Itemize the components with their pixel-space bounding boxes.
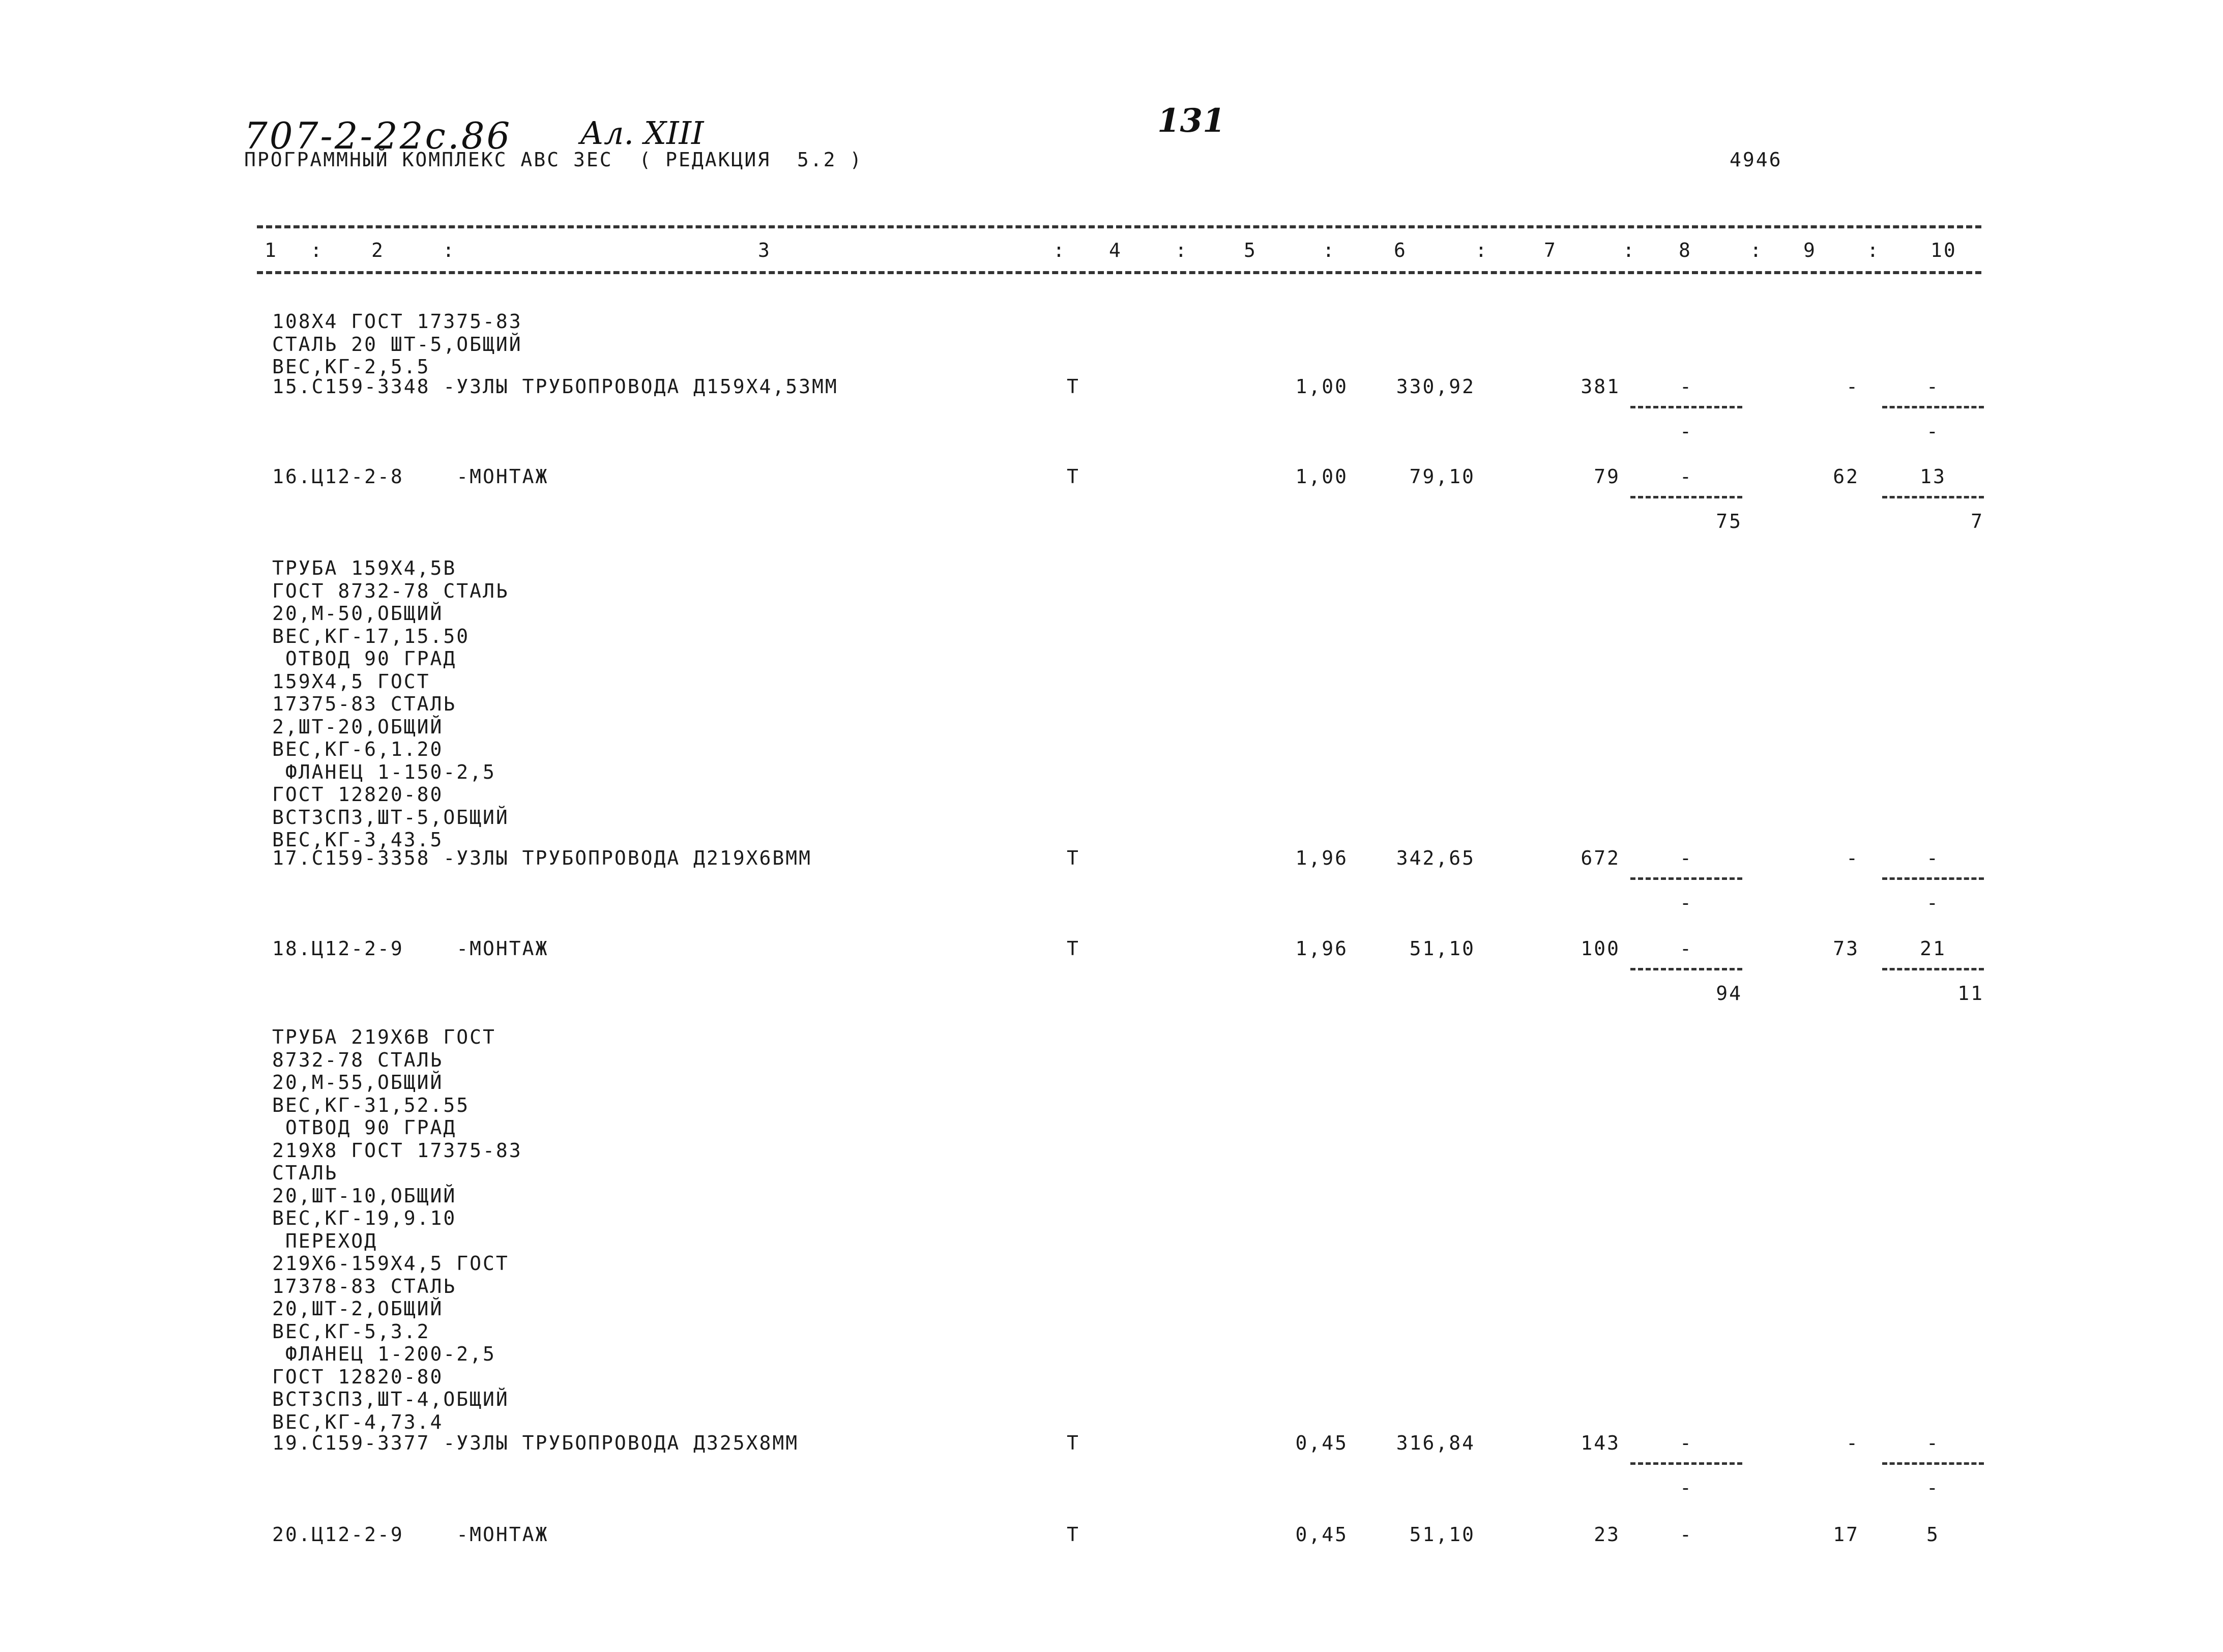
column-header-8: 8 xyxy=(1679,239,1692,261)
price-cell: 316,84 xyxy=(1396,1432,1475,1454)
description-line: ВЕС,КГ-2,5.5 xyxy=(272,356,430,378)
description-line: ТРУБА 159Х4,5В xyxy=(272,557,457,579)
c10-numerator: 13 xyxy=(1920,465,1946,488)
description-line: 17375-83 СТАЛЬ xyxy=(272,693,457,715)
c10-denominator: 11 xyxy=(1957,982,1984,1005)
quantity-cell: 1,00 xyxy=(1295,465,1348,488)
column-separator: : xyxy=(1867,239,1880,261)
column-9-cell: - xyxy=(1846,375,1859,398)
description-line: 8732-78 СТАЛЬ xyxy=(272,1048,444,1071)
price-cell: 342,65 xyxy=(1396,847,1475,869)
column-header-5: 5 xyxy=(1244,239,1257,261)
column-header-10: 10 xyxy=(1930,239,1957,261)
quantity-cell: 1,00 xyxy=(1295,375,1348,398)
c10-denominator: - xyxy=(1926,1477,1940,1499)
description-line: 159Х4,5 ГОСТ xyxy=(272,670,430,693)
description-line: СТАЛЬ xyxy=(272,1162,338,1184)
item-description xyxy=(272,310,522,378)
description-line: 20,М-50,ОБЩИЙ xyxy=(272,602,444,625)
document-code: 707-2-22с.86 xyxy=(244,114,512,157)
description-line: ВЕС,КГ-4,73.4 xyxy=(272,1410,444,1433)
c10-fraction-line xyxy=(1882,877,1984,880)
c10-denominator: 7 xyxy=(1971,510,1984,533)
c8-numerator: - xyxy=(1680,465,1693,488)
description-line: ВЕС,КГ-6,1.20 xyxy=(272,738,444,760)
item-name: 15.С159-3348 -УЗЛЫ ТРУБОПРОВОДА Д159Х4,5ЗММ xyxy=(272,375,838,398)
c8-denominator: - xyxy=(1680,1477,1693,1499)
column-9-cell: - xyxy=(1846,1432,1859,1454)
description-line: ВЕС,КГ-31,52.55 xyxy=(272,1094,470,1116)
description-line: ВЕС,КГ-17,15.50 xyxy=(272,625,470,647)
item-name: 18.Ц12-2-9 -МОНТАЖ xyxy=(272,937,549,960)
c10-numerator: - xyxy=(1926,1432,1940,1454)
price-cell: 330,92 xyxy=(1396,375,1475,398)
column-separator: : xyxy=(1623,239,1636,261)
c10-numerator: - xyxy=(1926,847,1940,869)
total-cell: 79 xyxy=(1594,465,1620,488)
unit-cell: Т xyxy=(1067,465,1080,488)
column-header-6: 6 xyxy=(1394,239,1407,261)
column-separator: : xyxy=(1053,239,1066,261)
c8-fraction-line xyxy=(1630,877,1742,880)
c10-numerator: 5 xyxy=(1926,1523,1940,1546)
item-name: 16.Ц12-2-8 -МОНТАЖ xyxy=(272,465,549,488)
description-line: ВЕС,КГ-3,43.5 xyxy=(272,829,444,851)
c8-numerator: - xyxy=(1680,847,1693,869)
item-description xyxy=(272,557,509,851)
price-cell: 51,10 xyxy=(1409,1523,1475,1546)
column-9-cell: 17 xyxy=(1833,1523,1859,1546)
quantity-cell: 0,45 xyxy=(1295,1432,1348,1454)
column-header-1: 1 xyxy=(265,239,278,261)
header-rule-bottom xyxy=(257,271,1981,274)
quantity-cell: 1,96 xyxy=(1295,937,1348,960)
description-line: ГОСТ 8732-78 СТАЛЬ xyxy=(272,579,509,602)
description-line: 17378-83 СТАЛЬ xyxy=(272,1275,457,1297)
c10-denominator: - xyxy=(1926,420,1940,442)
description-line: ОТВОД 90 ГРАД xyxy=(272,647,457,670)
column-separator: : xyxy=(310,239,324,261)
description-line: ВСТ3СП3,ШТ-5,ОБЩИЙ xyxy=(272,806,509,829)
page-number: 131 xyxy=(1157,102,1225,140)
sheet-id: 4946 xyxy=(1730,149,1782,171)
c8-fraction-line xyxy=(1630,968,1742,970)
column-header-2: 2 xyxy=(371,239,385,261)
item-name: 19.С159-3377 -УЗЛЫ ТРУБОПРОВОДА Д325Х8ММ xyxy=(272,1432,799,1454)
c10-numerator: 21 xyxy=(1920,937,1946,960)
description-line: 20,М-55,ОБЩИЙ xyxy=(272,1071,444,1094)
unit-cell: Т xyxy=(1067,847,1080,869)
total-cell: 381 xyxy=(1581,375,1620,398)
price-cell: 51,10 xyxy=(1409,937,1475,960)
album-mark: Ал. XIII xyxy=(580,114,704,152)
total-cell: 672 xyxy=(1581,847,1620,869)
column-separator: : xyxy=(1475,239,1488,261)
unit-cell: Т xyxy=(1067,937,1080,960)
description-line: ВЕС,КГ-5,3.2 xyxy=(272,1320,430,1343)
c10-numerator: - xyxy=(1926,375,1940,398)
description-line: ФЛАНЕЦ 1-200-2,5 xyxy=(272,1343,496,1365)
c10-denominator: - xyxy=(1926,892,1940,914)
description-line: ГОСТ 12820-80 xyxy=(272,1365,444,1388)
description-line: ГОСТ 12820-80 xyxy=(272,783,444,806)
column-9-cell: 62 xyxy=(1833,465,1859,488)
c8-numerator: - xyxy=(1680,375,1693,398)
c8-fraction-line xyxy=(1630,1462,1742,1465)
header-rule-top xyxy=(257,225,1981,228)
column-header-4: 4 xyxy=(1109,239,1122,261)
unit-cell: Т xyxy=(1067,1432,1080,1454)
item-name: 20.Ц12-2-9 -МОНТАЖ xyxy=(272,1523,549,1546)
c10-fraction-line xyxy=(1882,496,1984,498)
column-header-3: 3 xyxy=(758,239,771,261)
c8-numerator: - xyxy=(1680,937,1693,960)
description-line: 20,ШТ-2,ОБЩИЙ xyxy=(272,1297,444,1320)
description-line: 20,ШТ-10,ОБЩИЙ xyxy=(272,1184,457,1207)
description-line: 219Х6-159Х4,5 ГОСТ xyxy=(272,1252,509,1275)
price-cell: 79,10 xyxy=(1409,465,1475,488)
item-description xyxy=(272,1026,522,1433)
column-separator: : xyxy=(1175,239,1188,261)
c10-fraction-line xyxy=(1882,968,1984,970)
description-line: ОТВОД 90 ГРАД xyxy=(272,1116,457,1139)
total-cell: 23 xyxy=(1594,1523,1620,1546)
c8-numerator: - xyxy=(1680,1523,1693,1546)
c8-fraction-line xyxy=(1630,496,1742,498)
description-line: 2,ШТ-20,ОБЩИЙ xyxy=(272,715,444,738)
quantity-cell: 0,45 xyxy=(1295,1523,1348,1546)
description-line: ТРУБА 219Х6В ГОСТ xyxy=(272,1026,496,1048)
column-separator: : xyxy=(443,239,456,261)
description-line: ВСТ3СП3,ШТ-4,ОБЩИЙ xyxy=(272,1388,509,1410)
c10-fraction-line xyxy=(1882,1462,1984,1465)
description-line: ФЛАНЕЦ 1-150-2,5 xyxy=(272,760,496,783)
c8-numerator: - xyxy=(1680,1432,1693,1454)
description-line: ПЕРЕХОД xyxy=(272,1229,378,1252)
c8-denominator: - xyxy=(1680,420,1693,442)
c8-fraction-line xyxy=(1630,406,1742,408)
c8-denominator: 75 xyxy=(1716,510,1742,533)
column-separator: : xyxy=(1323,239,1336,261)
column-9-cell: - xyxy=(1846,847,1859,869)
description-line: 219Х8 ГОСТ 17375-83 xyxy=(272,1139,522,1162)
column-header-7: 7 xyxy=(1544,239,1557,261)
program-line: ПРОГРАММНЫЙ КОМПЛЕКС АВС 3ЕС ( РЕДАКЦИЯ 5.2 ) xyxy=(244,149,863,171)
column-9-cell: 73 xyxy=(1833,937,1859,960)
column-separator: : xyxy=(1750,239,1763,261)
description-line: 108X4 ГОСТ 17375-83 xyxy=(272,310,522,333)
c10-fraction-line xyxy=(1882,406,1984,408)
description-line: ВЕС,КГ-19,9.10 xyxy=(272,1207,457,1229)
unit-cell: Т xyxy=(1067,375,1080,398)
item-name: 17.С159-3358 -УЗЛЫ ТРУБОПРОВОДА Д219Х6ВММ xyxy=(272,847,812,869)
total-cell: 100 xyxy=(1581,937,1620,960)
column-header-9: 9 xyxy=(1803,239,1817,261)
c8-denominator: 94 xyxy=(1716,982,1742,1005)
quantity-cell: 1,96 xyxy=(1295,847,1348,869)
c8-denominator: - xyxy=(1680,892,1693,914)
unit-cell: Т xyxy=(1067,1523,1080,1546)
description-line: СТАЛЬ 20 ШТ-5,ОБЩИЙ xyxy=(272,333,522,356)
total-cell: 143 xyxy=(1581,1432,1620,1454)
